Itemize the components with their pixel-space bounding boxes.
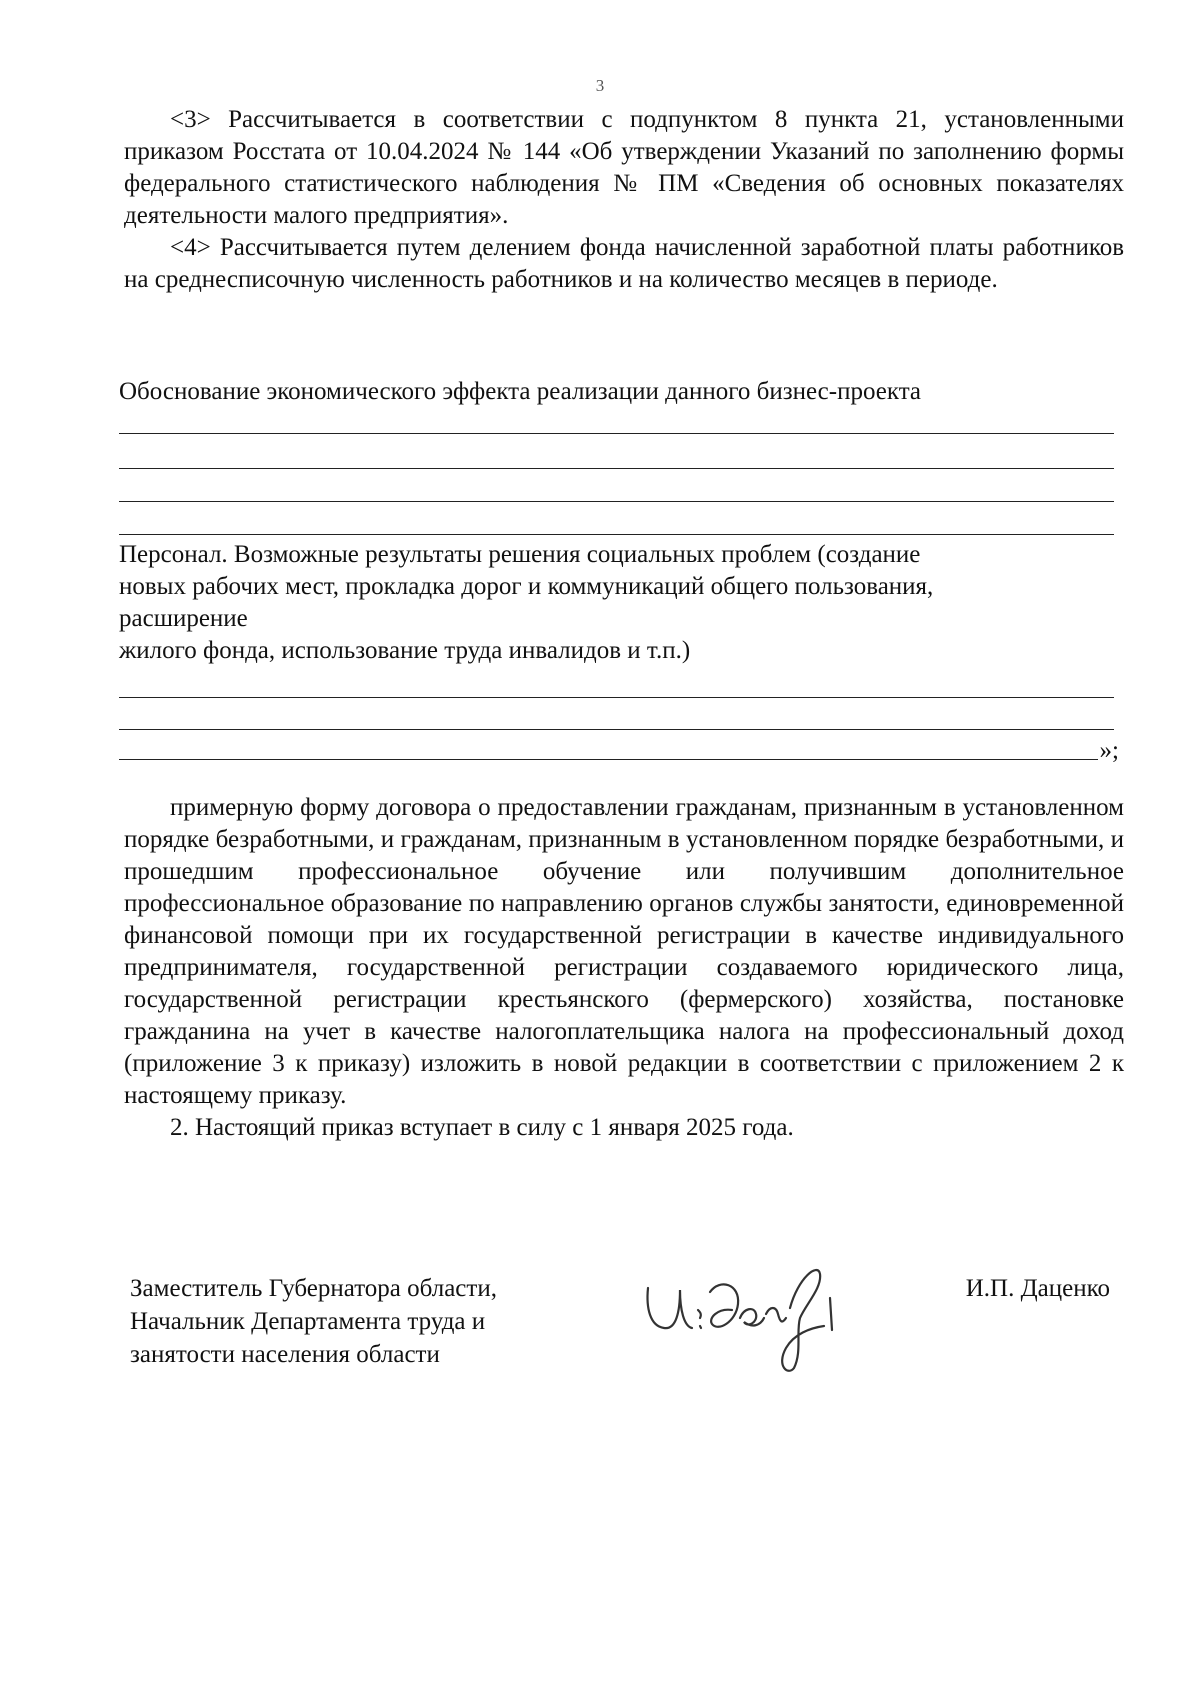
signatory-position-line: Заместитель Губернатора области, <box>130 1275 497 1302</box>
blank-line <box>119 697 1114 698</box>
footnote-3: <3> Рассчитывается в соответствии с подпунктом 8 пункта 21, установленными приказом Росстата от 10.04.2024 № 144 «Об утверждении Указаний по заполнению формы федерального статистического наблюдения № ПМ «Сведения об основных показателях деятельности малого предприятия». <box>124 106 1124 229</box>
blank-line <box>119 759 1098 760</box>
blank-line <box>119 534 1114 535</box>
blank-line <box>119 501 1114 502</box>
page-number: 3 <box>595 76 605 95</box>
footnotes <box>124 104 1124 296</box>
blank-line <box>119 729 1114 730</box>
main-paragraph: примерную форму договора о предоставлении гражданам, признанным в установленном порядке безработными, и гражданам, признанным в установленном порядке безработными, и прошедшим профессиональное обучение или получившим дополнительное профессиональное образование по направлению органов службы занятости, единовременной финансовой помощи при их государственной регистрации в качестве индивидуального предпринимателя, государственной регистрации создаваемого юридического лица, государственной регистрации крестьянского (фермерского) хозяйства, постановке гражданина на учет в качестве налогоплательщика налога на профессиональный доход (приложение 3 к приказу) изложить в новой редакции в соответствии с приложением 2 к настоящему приказу. <box>124 794 1124 1109</box>
signatory-position <box>130 1272 610 1371</box>
economic-effect-section <box>119 376 1119 408</box>
blank-line <box>119 433 1114 434</box>
personnel-line: Персонал. Возможные результаты решения социальных проблем (создание <box>119 541 921 568</box>
personnel-line: жилого фонда, использование труда инвалидов и т.п.) <box>119 637 691 664</box>
clause-2: 2. Настоящий приказ вступает в силу с 1 января 2025 года. <box>170 1114 794 1141</box>
blank-line <box>119 468 1114 469</box>
personnel-line: новых рабочих мест, прокладка дорог и коммуникаций общего пользования, <box>119 573 934 600</box>
signatory-name: И.П. Даценко <box>965 1275 1110 1302</box>
handwritten-signature-icon <box>640 1248 860 1378</box>
footnote-4: <4> Рассчитывается путем делением фонда начисленной заработной платы работников на среднесписочную численность работников и на количество месяцев в периоде. <box>124 234 1124 293</box>
signatory-position-line: занятости населения области <box>130 1341 440 1368</box>
economic-effect-label: Обоснование экономического эффекта реализации данного бизнес-проекта <box>119 378 922 405</box>
closing-quote-mark: »; <box>1099 737 1119 764</box>
signatory-position-line: Начальник Департамента труда и <box>130 1308 486 1335</box>
blank-line-with-closing-mark <box>119 736 1119 766</box>
personnel-line: расширение <box>119 605 248 632</box>
main-body <box>124 792 1124 1144</box>
personnel-section <box>119 539 1119 667</box>
